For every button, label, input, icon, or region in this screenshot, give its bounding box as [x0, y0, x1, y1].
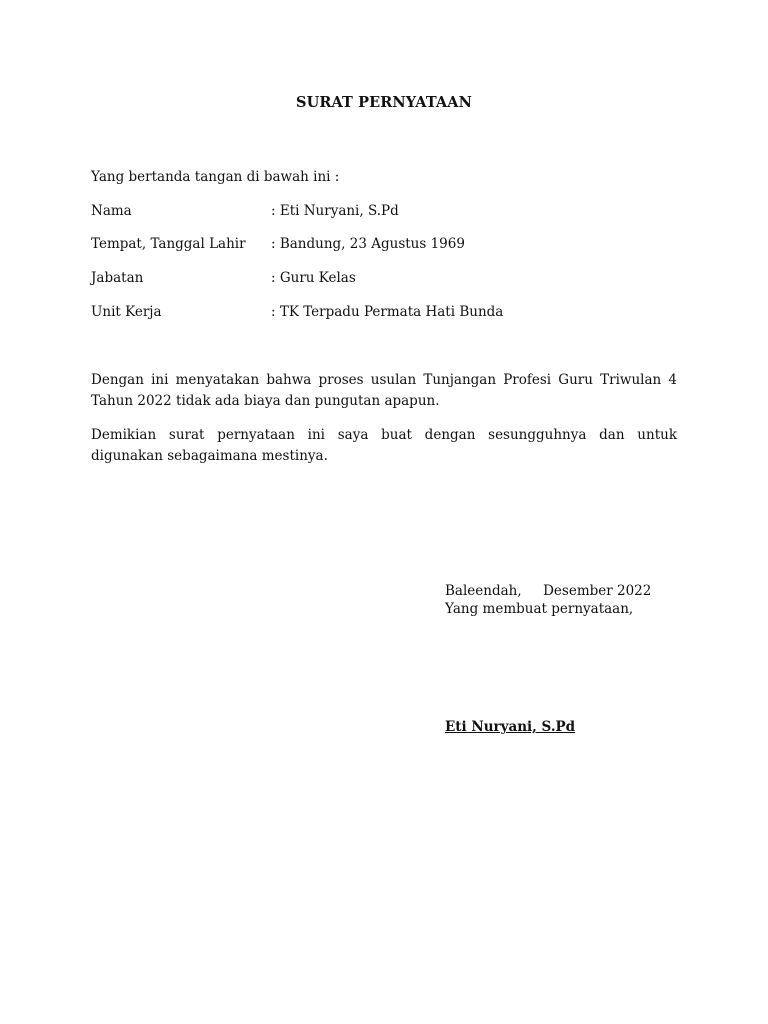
- field-label: Tempat, Tanggal Lahir: [91, 236, 246, 252]
- field-row-jabatan: [91, 270, 691, 290]
- field-label: Jabatan: [91, 270, 144, 286]
- signature-block: [445, 582, 651, 618]
- document-title: SURAT PERNYATAAN: [296, 94, 472, 111]
- field-row-nama: [91, 203, 691, 223]
- statement-paragraph: Dengan ini menyatakan bahwa proses usulan Tunjangan Profesi Guru Triwulan 4 Tahun 2022 tidak ada biaya dan pungutan apapun.: [91, 372, 677, 409]
- signer-role: Yang membuat pernyataan,: [445, 601, 634, 617]
- field-value: : Guru Kelas: [271, 270, 356, 286]
- field-row-unit-kerja: [91, 304, 691, 324]
- field-value: : TK Terpadu Permata Hati Bunda: [271, 304, 504, 320]
- intro-text: Yang bertanda tangan di bawah ini :: [91, 169, 340, 185]
- field-row-tempat-tanggal-lahir: [91, 236, 691, 256]
- signer-name: Eti Nuryani, S.Pd: [445, 719, 576, 735]
- field-label: Nama: [91, 203, 132, 219]
- field-value: : Bandung, 23 Agustus 1969: [271, 236, 465, 252]
- closing-paragraph: Demikian surat pernyataan ini saya buat dengan sesungguhnya dan untuk digunakan sebagaimana mestinya.: [91, 427, 677, 464]
- field-value: : Eti Nuryani, S.Pd: [271, 203, 399, 219]
- field-label: Unit Kerja: [91, 304, 162, 320]
- place-date: Baleendah, Desember 2022: [445, 583, 652, 599]
